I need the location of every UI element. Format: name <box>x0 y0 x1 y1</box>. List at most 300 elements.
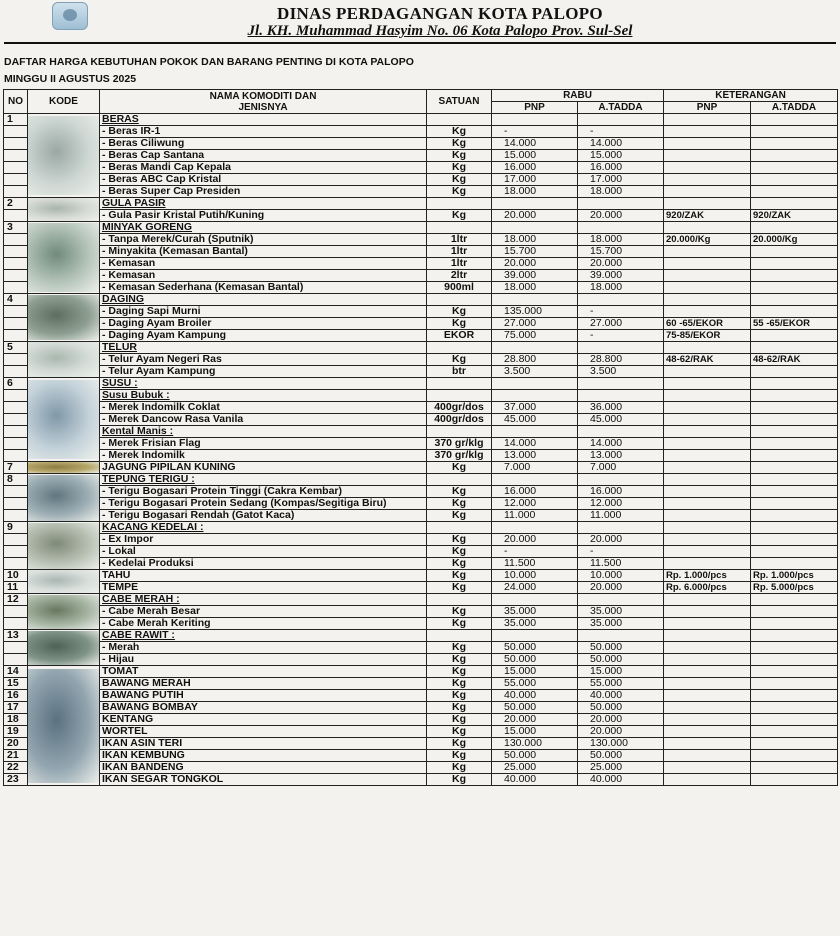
note-atadda <box>751 546 838 558</box>
commodity-name: - Beras IR-1 <box>100 126 427 138</box>
price-atadda: 18.000 <box>578 186 664 198</box>
note-pnp: 60 -65/EKOR <box>664 318 751 330</box>
commodity-name: - Beras Cap Santana <box>100 150 427 162</box>
row-number <box>4 546 28 558</box>
price-pnp: - <box>492 126 578 138</box>
note-atadda <box>751 534 838 546</box>
table-row <box>4 630 838 642</box>
row-number <box>4 186 28 198</box>
unit-cell: Kg <box>427 726 492 738</box>
table-row <box>4 306 838 318</box>
price-pnp: 18.000 <box>492 186 578 198</box>
price-atadda: 130.000 <box>578 738 664 750</box>
document-week: MINGGU II AGUSTUS 2025 <box>4 73 137 85</box>
row-number: 18 <box>4 714 28 726</box>
commodity-name: TEPUNG TERIGU : <box>100 474 427 486</box>
note-atadda <box>751 594 838 606</box>
note-pnp <box>664 282 751 294</box>
document-title: DAFTAR HARGA KEBUTUHAN POKOK DAN BARANG PENTING DI KOTA PALOPO <box>4 56 414 68</box>
price-atadda: - <box>578 546 664 558</box>
unit-cell: Kg <box>427 354 492 366</box>
price-atadda: 3.500 <box>578 366 664 378</box>
price-pnp: 15.700 <box>492 246 578 258</box>
table-row <box>4 474 838 486</box>
price-pnp: 35.000 <box>492 618 578 630</box>
note-atadda: 48-62/RAK <box>751 354 838 366</box>
unit-cell <box>427 114 492 126</box>
note-atadda <box>751 474 838 486</box>
note-atadda: 55 -65/EKOR <box>751 318 838 330</box>
price-atadda: 15.700 <box>578 246 664 258</box>
price-pnp: 20.000 <box>492 210 578 222</box>
price-pnp <box>492 522 578 534</box>
commodity-name: SUSU : <box>100 378 427 390</box>
table-row <box>4 378 838 390</box>
price-atadda <box>578 594 664 606</box>
note-atadda <box>751 138 838 150</box>
table-row <box>4 534 838 546</box>
commodity-name: - Beras ABC Cap Kristal <box>100 174 427 186</box>
price-pnp: 39.000 <box>492 270 578 282</box>
unit-cell: Kg <box>427 174 492 186</box>
table-row <box>4 198 838 210</box>
table-row <box>4 114 838 126</box>
note-atadda <box>751 666 838 678</box>
row-number <box>4 174 28 186</box>
note-pnp <box>664 474 751 486</box>
price-pnp: 24.000 <box>492 582 578 594</box>
note-pnp <box>664 774 751 786</box>
unit-cell: 900ml <box>427 282 492 294</box>
commodity-name: - Merek Frisian Flag <box>100 438 427 450</box>
commodity-name: - Hijau <box>100 654 427 666</box>
price-pnp <box>492 426 578 438</box>
col-atadda: A.TADDA <box>578 102 664 114</box>
note-atadda <box>751 258 838 270</box>
commodity-photo <box>28 594 100 630</box>
note-pnp <box>664 594 751 606</box>
header-row-1 <box>4 90 838 102</box>
note-pnp <box>664 366 751 378</box>
note-atadda <box>751 126 838 138</box>
col-ket-pnp: PNP <box>664 102 751 114</box>
row-number: 19 <box>4 726 28 738</box>
price-atadda <box>578 474 664 486</box>
commodity-name: DAGING <box>100 294 427 306</box>
note-atadda <box>751 414 838 426</box>
commodity-photo <box>28 222 100 294</box>
price-pnp: 15.000 <box>492 666 578 678</box>
unit-cell: Kg <box>427 162 492 174</box>
row-number: 12 <box>4 594 28 606</box>
row-number: 6 <box>4 378 28 390</box>
table-row <box>4 174 838 186</box>
price-pnp: 11.500 <box>492 558 578 570</box>
price-pnp: 13.000 <box>492 450 578 462</box>
commodity-name: - Telur Ayam Kampung <box>100 366 427 378</box>
price-pnp <box>492 390 578 402</box>
commodity-name: - Gula Pasir Kristal Putih/Kuning <box>100 210 427 222</box>
row-number <box>4 558 28 570</box>
row-number <box>4 402 28 414</box>
note-pnp: Rp. 6.000/pcs <box>664 582 751 594</box>
price-pnp: 35.000 <box>492 606 578 618</box>
table-row <box>4 258 838 270</box>
price-atadda: 10.000 <box>578 570 664 582</box>
note-pnp <box>664 150 751 162</box>
note-atadda <box>751 282 838 294</box>
row-number: 22 <box>4 762 28 774</box>
row-number: 3 <box>4 222 28 234</box>
commodity-name: - Daging Ayam Broiler <box>100 318 427 330</box>
row-number <box>4 318 28 330</box>
note-pnp <box>664 726 751 738</box>
note-atadda <box>751 654 838 666</box>
price-pnp: 12.000 <box>492 498 578 510</box>
col-rabu: RABU <box>492 90 664 102</box>
col-nama-line2: JENISNYA <box>238 101 288 113</box>
row-number <box>4 438 28 450</box>
price-pnp: 75.000 <box>492 330 578 342</box>
price-atadda: 55.000 <box>578 678 664 690</box>
price-pnp: 50.000 <box>492 642 578 654</box>
row-number <box>4 354 28 366</box>
commodity-photo-image <box>28 295 99 341</box>
note-atadda <box>751 438 838 450</box>
table-row <box>4 186 838 198</box>
commodity-name: TEMPE <box>100 582 427 594</box>
price-atadda: - <box>578 330 664 342</box>
price-pnp: 55.000 <box>492 678 578 690</box>
price-pnp <box>492 198 578 210</box>
note-atadda <box>751 390 838 402</box>
price-pnp: 135.000 <box>492 306 578 318</box>
table-row <box>4 162 838 174</box>
row-number: 7 <box>4 462 28 474</box>
table-row <box>4 498 838 510</box>
note-pnp <box>664 378 751 390</box>
price-pnp: 40.000 <box>492 690 578 702</box>
note-pnp <box>664 402 751 414</box>
row-number <box>4 654 28 666</box>
note-atadda <box>751 738 838 750</box>
note-atadda <box>751 246 838 258</box>
table-row <box>4 402 838 414</box>
note-pnp <box>664 390 751 402</box>
price-pnp: 45.000 <box>492 414 578 426</box>
note-atadda <box>751 750 838 762</box>
note-pnp <box>664 630 751 642</box>
commodity-name: - Terigu Bogasari Rendah (Gatot Kaca) <box>100 510 427 522</box>
note-atadda <box>751 198 838 210</box>
unit-cell: Kg <box>427 150 492 162</box>
unit-cell <box>427 630 492 642</box>
table-row <box>4 426 838 438</box>
price-atadda: 14.000 <box>578 138 664 150</box>
price-pnp: 17.000 <box>492 174 578 186</box>
price-atadda: 15.000 <box>578 150 664 162</box>
price-pnp <box>492 222 578 234</box>
table-row <box>4 126 838 138</box>
commodity-name: - Telur Ayam Negeri Ras <box>100 354 427 366</box>
note-pnp <box>664 678 751 690</box>
price-atadda: 12.000 <box>578 498 664 510</box>
unit-cell: Kg <box>427 534 492 546</box>
price-pnp: 25.000 <box>492 762 578 774</box>
row-number <box>4 426 28 438</box>
commodity-name: - Beras Super Cap Presiden <box>100 186 427 198</box>
commodity-name: TELUR <box>100 342 427 354</box>
note-pnp <box>664 222 751 234</box>
table-row <box>4 582 838 594</box>
row-number <box>4 390 28 402</box>
table-row <box>4 702 838 714</box>
price-pnp <box>492 294 578 306</box>
note-atadda <box>751 762 838 774</box>
row-number: 4 <box>4 294 28 306</box>
note-pnp <box>664 126 751 138</box>
price-atadda: 45.000 <box>578 414 664 426</box>
price-atadda: 14.000 <box>578 438 664 450</box>
note-pnp <box>664 462 751 474</box>
unit-cell <box>427 198 492 210</box>
col-nama <box>100 90 427 114</box>
row-number <box>4 486 28 498</box>
note-pnp <box>664 522 751 534</box>
note-pnp <box>664 714 751 726</box>
table-row <box>4 510 838 522</box>
unit-cell: 1ltr <box>427 246 492 258</box>
col-kode: KODE <box>28 90 100 114</box>
unit-cell <box>427 222 492 234</box>
price-table <box>3 89 838 786</box>
commodity-name: - Minyakita (Kemasan Bantal) <box>100 246 427 258</box>
commodity-name: - Merek Indomilk <box>100 450 427 462</box>
col-no: NO <box>4 90 28 114</box>
price-pnp: 14.000 <box>492 138 578 150</box>
table-row <box>4 282 838 294</box>
note-atadda <box>751 630 838 642</box>
table-row <box>4 678 838 690</box>
note-atadda <box>751 558 838 570</box>
price-atadda: 13.000 <box>578 450 664 462</box>
table-row <box>4 438 838 450</box>
row-number <box>4 450 28 462</box>
price-pnp: 15.000 <box>492 150 578 162</box>
price-atadda: 18.000 <box>578 282 664 294</box>
unit-cell <box>427 594 492 606</box>
unit-cell: Kg <box>427 462 492 474</box>
note-pnp <box>664 654 751 666</box>
price-pnp: 28.800 <box>492 354 578 366</box>
unit-cell: Kg <box>427 762 492 774</box>
row-number: 1 <box>4 114 28 126</box>
commodity-photo-image <box>28 342 99 376</box>
price-pnp <box>492 594 578 606</box>
commodity-photo-image <box>28 595 99 629</box>
unit-cell: Kg <box>427 606 492 618</box>
price-pnp <box>492 114 578 126</box>
note-atadda <box>751 642 838 654</box>
price-atadda: 28.800 <box>578 354 664 366</box>
commodity-name: - Kemasan Sederhana (Kemasan Bantal) <box>100 282 427 294</box>
unit-cell: Kg <box>427 498 492 510</box>
unit-cell: Kg <box>427 306 492 318</box>
commodity-photo <box>28 570 100 594</box>
note-atadda <box>751 342 838 354</box>
price-atadda <box>578 342 664 354</box>
col-ket-atadda: A.TADDA <box>751 102 838 114</box>
table-row <box>4 138 838 150</box>
unit-cell: Kg <box>427 666 492 678</box>
note-pnp <box>664 342 751 354</box>
price-atadda: 50.000 <box>578 654 664 666</box>
table-row <box>4 330 838 342</box>
note-pnp <box>664 198 751 210</box>
note-atadda <box>751 462 838 474</box>
commodity-name: - Terigu Bogasari Protein Sedang (Kompas/Segitiga Biru) <box>100 498 427 510</box>
price-atadda <box>578 114 664 126</box>
row-number: 23 <box>4 774 28 786</box>
commodity-name: - Lokal <box>100 546 427 558</box>
table-row <box>4 150 838 162</box>
unit-cell: btr <box>427 366 492 378</box>
unit-cell: 370 gr/klg <box>427 438 492 450</box>
price-pnp: 3.500 <box>492 366 578 378</box>
commodity-photo <box>28 522 100 570</box>
note-atadda <box>751 186 838 198</box>
price-pnp: 40.000 <box>492 774 578 786</box>
col-satuan: SATUAN <box>427 90 492 114</box>
commodity-name: MINYAK GORENG <box>100 222 427 234</box>
price-atadda <box>578 222 664 234</box>
note-pnp <box>664 762 751 774</box>
note-pnp <box>664 498 751 510</box>
commodity-name: BERAS <box>100 114 427 126</box>
note-atadda: Rp. 1.000/pcs <box>751 570 838 582</box>
note-atadda <box>751 402 838 414</box>
price-atadda <box>578 198 664 210</box>
commodity-photo-image <box>28 631 99 665</box>
commodity-name: TAHU <box>100 570 427 582</box>
price-atadda: 7.000 <box>578 462 664 474</box>
unit-cell: Kg <box>427 486 492 498</box>
price-atadda <box>578 390 664 402</box>
table-row <box>4 222 838 234</box>
note-pnp <box>664 186 751 198</box>
table-row <box>4 294 838 306</box>
price-pnp: 50.000 <box>492 702 578 714</box>
table-row <box>4 462 838 474</box>
commodity-name: IKAN KEMBUNG <box>100 750 427 762</box>
row-number <box>4 498 28 510</box>
commodity-name: - Kemasan <box>100 270 427 282</box>
table-row <box>4 210 838 222</box>
unit-cell: Kg <box>427 738 492 750</box>
commodity-name: - Daging Ayam Kampung <box>100 330 427 342</box>
note-pnp <box>664 270 751 282</box>
note-pnp <box>664 738 751 750</box>
note-atadda <box>751 774 838 786</box>
price-pnp: 20.000 <box>492 534 578 546</box>
unit-cell: Kg <box>427 546 492 558</box>
price-atadda: 50.000 <box>578 750 664 762</box>
commodity-name: - Tanpa Merek/Curah (Sputnik) <box>100 234 427 246</box>
commodity-name: KENTANG <box>100 714 427 726</box>
note-pnp <box>664 294 751 306</box>
commodity-name: - Ex Impor <box>100 534 427 546</box>
price-atadda: 25.000 <box>578 762 664 774</box>
price-atadda: 16.000 <box>578 486 664 498</box>
note-atadda <box>751 150 838 162</box>
row-number <box>4 162 28 174</box>
price-pnp: 11.000 <box>492 510 578 522</box>
note-atadda <box>751 330 838 342</box>
commodity-photo-image <box>28 669 99 783</box>
price-pnp: 7.000 <box>492 462 578 474</box>
note-atadda <box>751 162 838 174</box>
col-keterangan: KETERANGAN <box>664 90 838 102</box>
note-pnp <box>664 642 751 654</box>
table-row <box>4 558 838 570</box>
row-number <box>4 270 28 282</box>
address-text: Jl. KH. Muhammad Hasyim No. 06 Kota Palopo Prov. Sul-Sel <box>247 23 633 39</box>
price-atadda: - <box>578 306 664 318</box>
row-number <box>4 642 28 654</box>
price-atadda <box>578 522 664 534</box>
price-atadda: 20.000 <box>578 210 664 222</box>
table-row <box>4 654 838 666</box>
note-pnp <box>664 414 751 426</box>
note-pnp <box>664 558 751 570</box>
unit-cell <box>427 474 492 486</box>
price-pnp: - <box>492 546 578 558</box>
commodity-photo-image <box>28 116 99 196</box>
note-atadda <box>751 702 838 714</box>
table-row <box>4 546 838 558</box>
table-row <box>4 618 838 630</box>
commodity-name: - Beras Ciliwung <box>100 138 427 150</box>
row-number <box>4 234 28 246</box>
note-pnp <box>664 606 751 618</box>
row-number: 11 <box>4 582 28 594</box>
price-pnp: 15.000 <box>492 726 578 738</box>
table-row <box>4 450 838 462</box>
commodity-name: - Daging Sapi Murni <box>100 306 427 318</box>
unit-cell: Kg <box>427 642 492 654</box>
price-atadda: 50.000 <box>578 702 664 714</box>
price-atadda: 15.000 <box>578 666 664 678</box>
note-atadda <box>751 510 838 522</box>
table-row <box>4 606 838 618</box>
note-pnp <box>664 486 751 498</box>
commodity-photo-image <box>28 475 99 521</box>
note-atadda <box>751 306 838 318</box>
row-number <box>4 510 28 522</box>
table-row <box>4 342 838 354</box>
commodity-photo <box>28 342 100 378</box>
note-atadda <box>751 114 838 126</box>
org-address <box>0 23 840 40</box>
unit-cell: Kg <box>427 210 492 222</box>
commodity-name: - Merek Dancow Rasa Vanila <box>100 414 427 426</box>
price-pnp <box>492 378 578 390</box>
unit-cell: Kg <box>427 750 492 762</box>
note-pnp <box>664 750 751 762</box>
commodity-name: - Terigu Bogasari Protein Tinggi (Cakra Kembar) <box>100 486 427 498</box>
commodity-name: - Kemasan <box>100 258 427 270</box>
row-number: 15 <box>4 678 28 690</box>
